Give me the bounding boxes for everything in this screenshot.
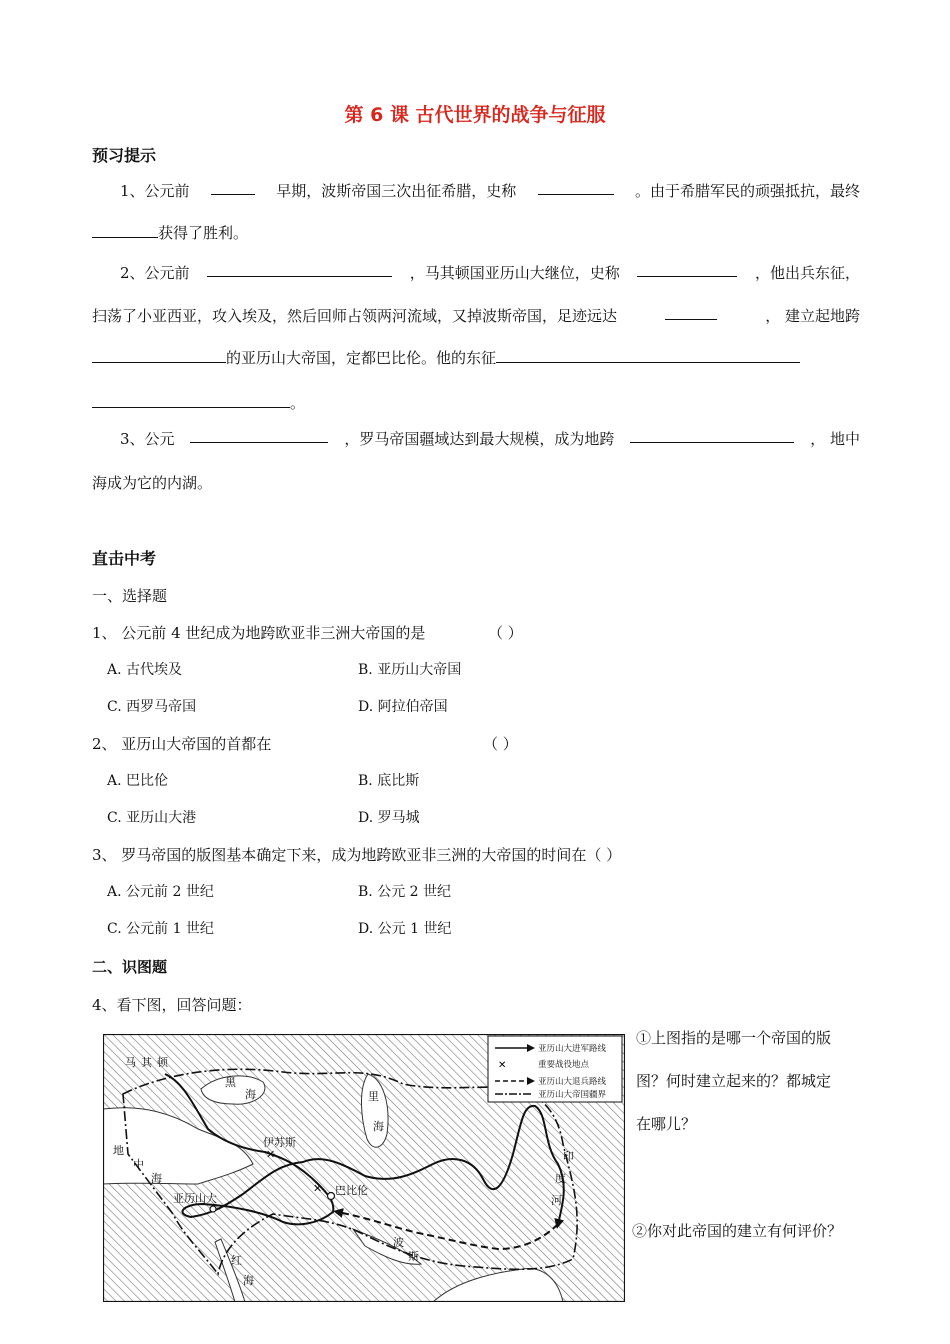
label-med-3: 海 xyxy=(151,1172,162,1185)
q3-option-c[interactable]: C. 公元前 1 世纪 xyxy=(107,921,214,937)
q1-option-b[interactable]: B. 亚历山大帝国 xyxy=(358,662,462,678)
label-gulf-2: 斯 xyxy=(408,1250,419,1263)
label-indus-2: 度 xyxy=(555,1172,566,1185)
q2-option-d[interactable]: D. 罗马城 xyxy=(358,810,420,826)
label-red-sea-2: 海 xyxy=(243,1274,254,1287)
blank[interactable] xyxy=(92,393,290,408)
label-med-1: 地 xyxy=(113,1144,124,1157)
blank[interactable] xyxy=(538,180,614,195)
q2-stem: 2、 亚历山大帝国的首都在 xyxy=(92,735,272,753)
alexander-empire-map xyxy=(103,1034,625,1302)
blank[interactable] xyxy=(630,428,794,443)
q4-sub1-line3: 在哪儿？ xyxy=(636,1115,697,1133)
label-issus: 伊苏斯 xyxy=(263,1136,296,1149)
section-map: 二、识图题 xyxy=(92,958,168,976)
label-black-sea-1: 黑 xyxy=(225,1076,236,1089)
q1-option-a[interactable]: A. 古代埃及 xyxy=(107,662,183,678)
label-macedon-2: 其 xyxy=(141,1056,152,1069)
blank[interactable] xyxy=(190,428,328,443)
battle-mark-gaugamela: ✕ xyxy=(313,1182,323,1195)
label-indus-1: 印 xyxy=(563,1150,574,1163)
p1-a: 1、公元前 xyxy=(120,182,190,200)
preview-p2-line4 xyxy=(92,392,305,413)
q3-option-b[interactable]: B. 公元 2 世纪 xyxy=(358,884,451,900)
q1-option-c[interactable]: C. 西罗马帝国 xyxy=(107,699,197,715)
q4-stem: 4、看下图，回答问题： xyxy=(92,996,252,1014)
p2-d: 扫荡了小亚西亚，攻入埃及，然后回师占领两河流域，又掉波斯帝国，足迹远达 xyxy=(92,307,618,325)
p3-a: 3、公元 xyxy=(120,430,175,448)
preview-p3-line1 xyxy=(92,428,860,449)
legend-advance: 亚历山大进军路线 xyxy=(538,1044,607,1054)
blank[interactable] xyxy=(92,223,158,238)
blank[interactable] xyxy=(637,262,737,277)
map-legend xyxy=(488,1036,622,1102)
legend-retreat: 亚历山大退兵路线 xyxy=(538,1077,607,1087)
p2-c: ，他出兵东征， xyxy=(754,264,860,282)
p2-e: ， 建立起地跨 xyxy=(765,307,860,325)
q2-option-a[interactable]: A. 巴比伦 xyxy=(107,773,169,789)
exam-heading: 直击中考 xyxy=(92,549,157,568)
q2-answer-paren[interactable]: （ ） xyxy=(483,735,518,753)
p2-b: ，马其顿国亚历山大继位，史称 xyxy=(409,264,620,282)
q2-option-c[interactable]: C. 亚历山大港 xyxy=(107,810,197,826)
p2-a: 2、公元前 xyxy=(120,264,190,282)
label-caspian-1: 里 xyxy=(368,1090,379,1103)
q3-option-a[interactable]: A. 公元前 2 世纪 xyxy=(107,884,214,900)
p1-c: 。由于希腊军民的顽强抵抗，最终 xyxy=(634,182,860,200)
label-caspian-2: 海 xyxy=(373,1120,384,1133)
blank[interactable] xyxy=(211,180,255,195)
preview-p1-line2 xyxy=(92,222,248,243)
q3-option-d[interactable]: D. 公元 1 世纪 xyxy=(358,921,452,937)
p1-b: 早期，波斯帝国三次出征希腊，史称 xyxy=(276,182,517,200)
label-macedon-1: 马 xyxy=(125,1056,136,1069)
legend-battle-mark: ✕ xyxy=(498,1060,507,1071)
p3-b: ，罗马帝国疆域达到最大规模，成为地跨 xyxy=(344,430,615,448)
p2-g: 。 xyxy=(290,394,306,412)
p2-f: 的亚历山大帝国，定都巴比伦。他的东征 xyxy=(226,349,497,367)
blank[interactable] xyxy=(92,348,226,363)
q1-stem: 1、 公元前 4 世纪成为地跨欧亚非三洲大帝国的是 xyxy=(92,624,426,642)
babylon-marker xyxy=(328,1193,335,1200)
blank[interactable] xyxy=(207,262,392,277)
q4-sub1-line2: 图？何时建立起来的？都城定 xyxy=(636,1072,832,1090)
label-alexandria: 亚历山大 xyxy=(173,1192,217,1205)
preview-p2-line2 xyxy=(92,305,860,326)
alexandria-marker xyxy=(210,1206,216,1212)
blank[interactable] xyxy=(496,348,800,363)
q4-sub2: ②你对此帝国的建立有何评价？ xyxy=(632,1222,843,1240)
label-gulf-1: 波 xyxy=(393,1236,404,1249)
p3-c: ， 地中 xyxy=(810,430,860,448)
blank[interactable] xyxy=(665,305,717,320)
section-choice: 一、选择题 xyxy=(92,587,168,605)
q2-option-b[interactable]: B. 底比斯 xyxy=(358,773,420,789)
q1-answer-paren[interactable]: （ ） xyxy=(488,624,523,642)
p1-d: 获得了胜利。 xyxy=(158,224,249,242)
label-black-sea-2: 海 xyxy=(245,1088,256,1101)
q4-sub1-line1: ①上图指的是哪一个帝国的版 xyxy=(636,1029,832,1047)
q1-option-d[interactable]: D. 阿拉伯帝国 xyxy=(358,699,448,715)
page-title: 第 6 课 古代世界的战争与征服 xyxy=(344,104,606,126)
label-macedon-3: 顿 xyxy=(157,1056,168,1069)
label-red-sea-1: 红 xyxy=(231,1254,242,1267)
preview-p1-line1 xyxy=(92,180,860,201)
legend-boundary: 亚历山大帝国疆界 xyxy=(538,1090,607,1100)
p3-d: 海成为它的内湖。 xyxy=(92,474,213,492)
label-babylon: 巴比伦 xyxy=(335,1184,368,1197)
preview-p2-line1 xyxy=(92,262,860,283)
preview-p2-line3 xyxy=(92,347,800,368)
label-indus-3: 河 xyxy=(551,1194,562,1207)
label-med-2: 中 xyxy=(133,1158,144,1171)
q3-stem: 3、 罗马帝国的版图基本确定下来，成为地跨欧亚非三洲的大帝国的时间在（ ） xyxy=(92,846,622,864)
battle-mark-issus: ✕ xyxy=(266,1148,276,1161)
legend-battle: 重要战役地点 xyxy=(538,1060,590,1070)
preview-heading: 预习提示 xyxy=(92,146,157,165)
